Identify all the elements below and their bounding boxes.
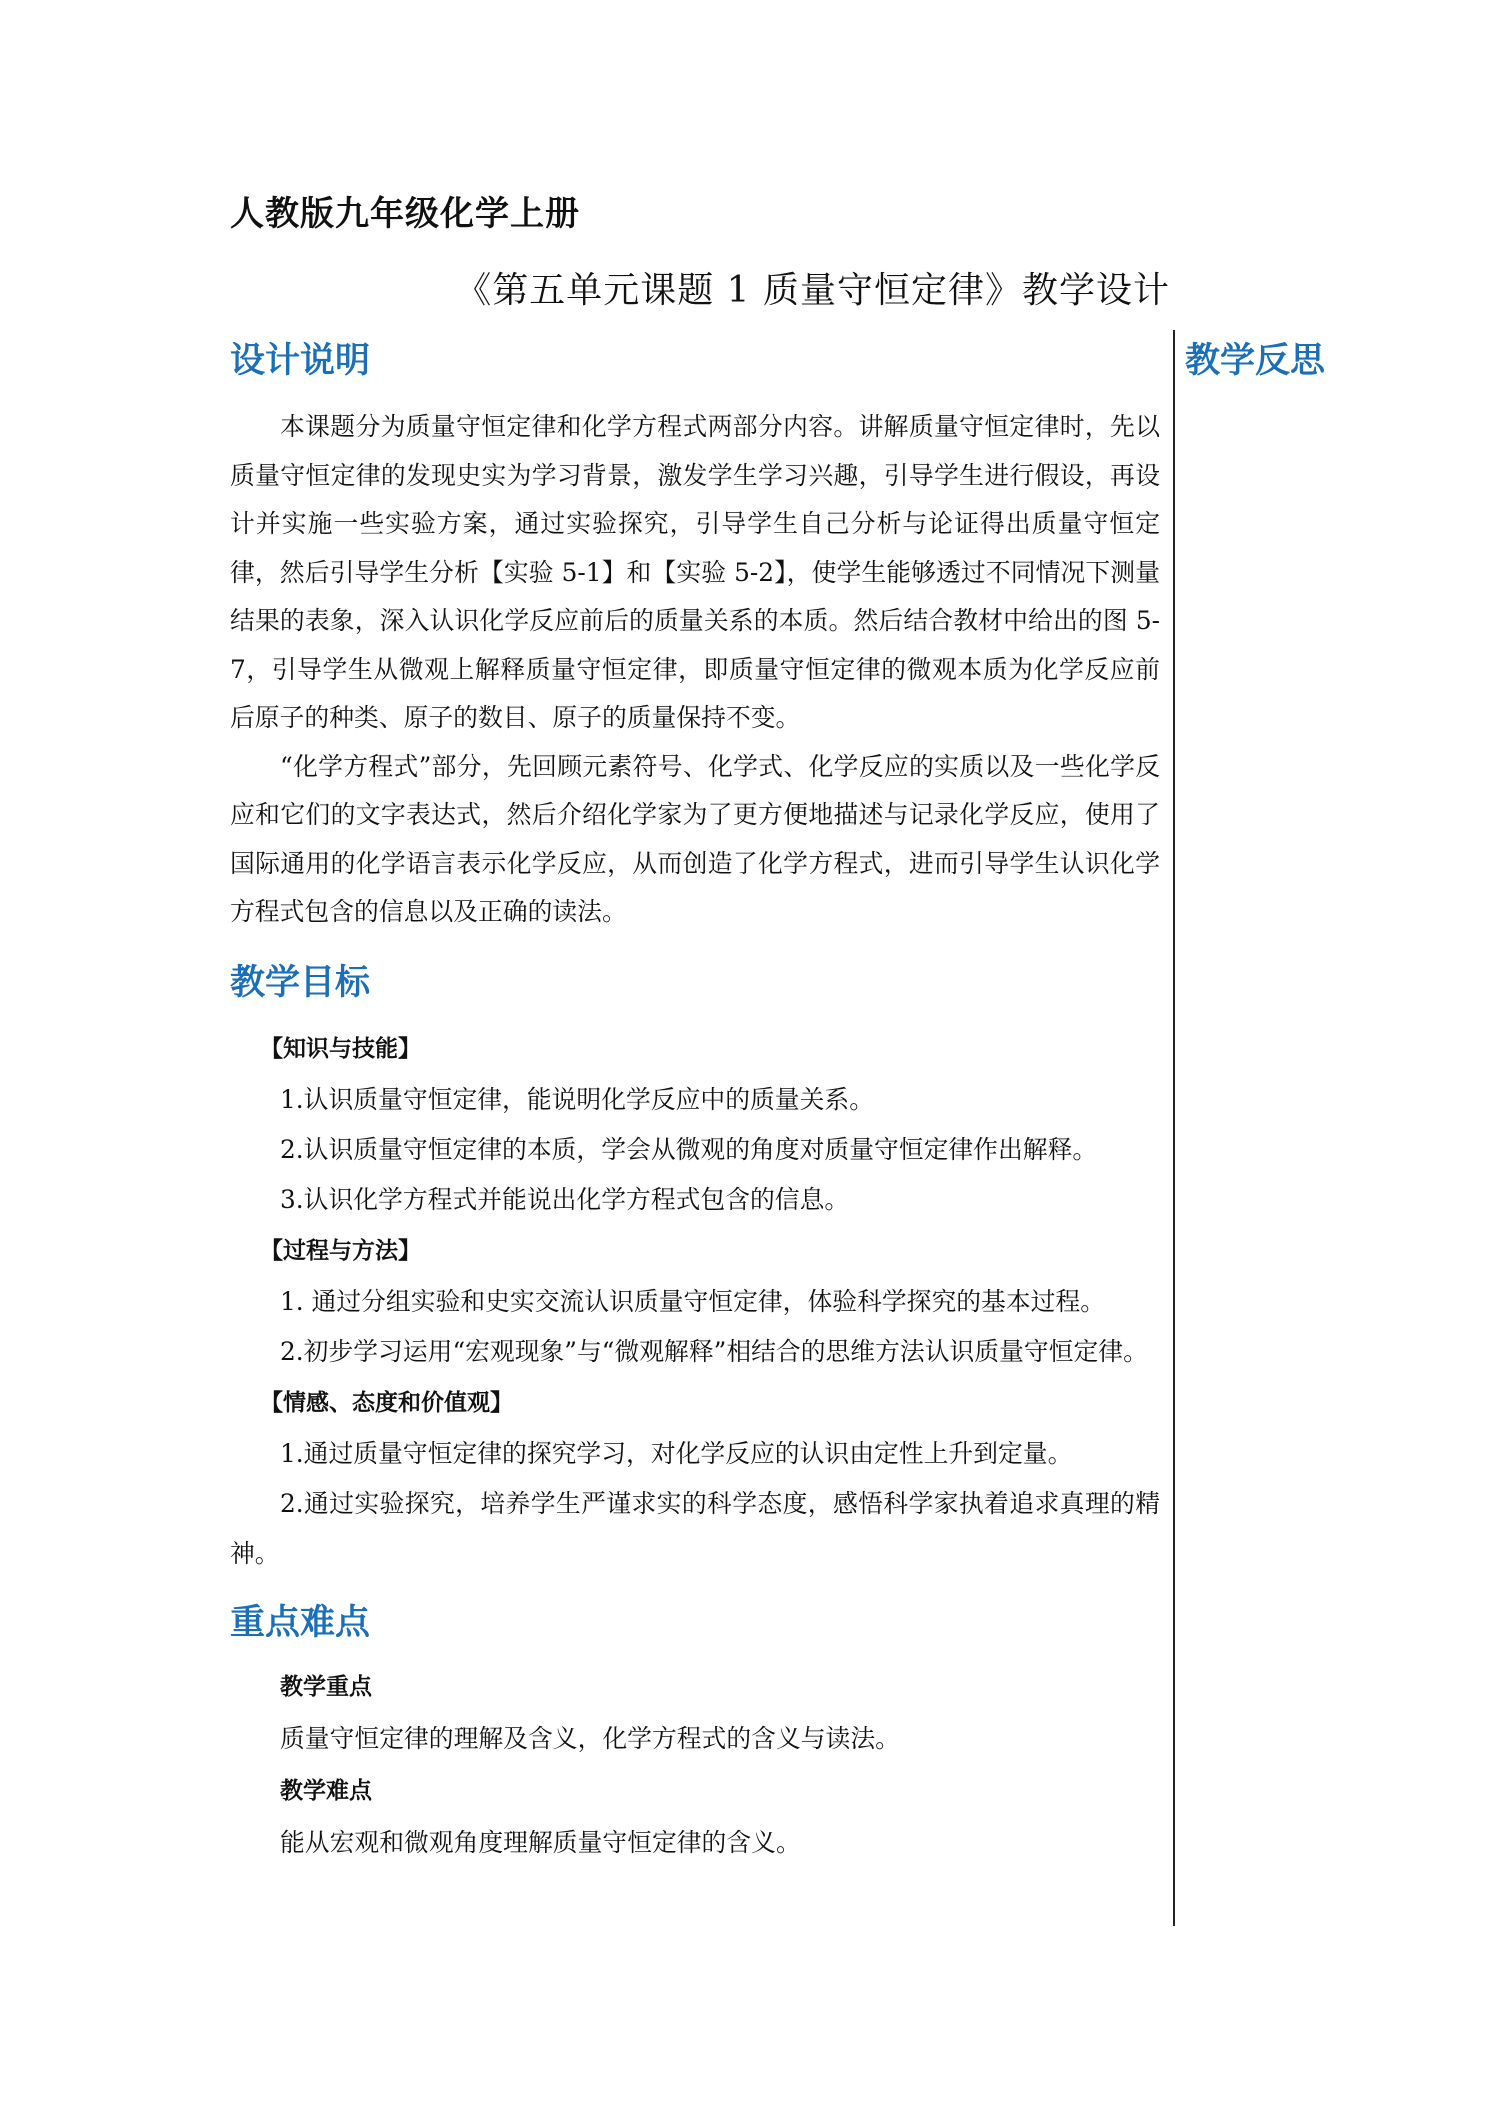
main-column [230,335,1160,1869]
knowledge-item: 3.认识化学方程式并能说出化学方程式包含的信息。 [280,1184,850,1214]
goals-section [230,957,1160,1579]
reflection-column [1185,335,1385,387]
key-points-heading: 重点难点 [230,1602,371,1643]
process-item: 1. 通过分组实验和史实交流认识质量守恒定律，体验科学探究的基本过程。 [280,1286,1106,1316]
column-divider [1173,330,1175,1926]
knowledge-subheading: 【知识与技能】 [260,1035,421,1062]
knowledge-item: 1.认识质量守恒定律，能说明化学反应中的质量关系。 [280,1084,874,1114]
process-subheading: 【过程与方法】 [260,1237,421,1264]
difficulty-subheading: 教学难点 [280,1777,372,1804]
focus-subheading: 教学重点 [280,1673,372,1700]
focus-text: 质量守恒定律的理解及含义，化学方程式的含义与读法。 [280,1723,900,1753]
design-paragraph-1: 本课题分为质量守恒定律和化学方程式两部分内容。讲解质量守恒定律时，先以质量守恒定律的发现史实为学习背景，激发学生学习兴趣，引导学生进行假设，再设计并实施一些实验方案，通过实验探究，引导学生自己分析与论证得出质量守恒定律，然后引导学生分析【实验 5-1】和【实验 5-2】，使学生能够透过不同情况下测量结果的表象，深入认识化学反应前后的质量关系的本质。然后结合教材中给出的图 5-7，引导学生从微观上解释质量守恒定律，即质量守恒定律的微观本质为化学反应前后原子的种类、原子的数目、原子的质量保持不变。 [230,412,1160,732]
key-points-section [230,1597,1160,1869]
design-section [230,335,1160,937]
difficulty-text: 能从宏观和微观角度理解质量守恒定律的含义。 [280,1827,801,1857]
emotion-item: 1.通过质量守恒定律的探究学习，对化学反应的认识由定性上升到定量。 [280,1438,1073,1468]
design-heading: 设计说明 [230,341,371,381]
knowledge-item: 2.认识质量守恒定律的本质，学会从微观的角度对质量守恒定律作出解释。 [280,1134,1098,1164]
emotion-subheading: 【情感、态度和价值观】 [260,1389,513,1416]
document-subtitle: 《第五单元课题 1 质量守恒定律》教学设计 [455,270,1170,311]
design-paragraph-2: “化学方程式”部分，先回顾元素符号、化学式、化学反应的实质以及一些化学反应和它们的文字表达式，然后介绍化学家为了更方便地描述与记录化学反应，使用了国际通用的化学语言表示化学反应，从而创造了化学方程式，进而引导学生认识化学方程式包含的信息以及正确的读法。 [230,751,1160,926]
document-title: 人教版九年级化学上册 [230,194,580,234]
reflection-heading: 教学反思 [1185,341,1326,381]
emotion-item: 2.通过实验探究，培养学生严谨求实的科学态度，感悟科学家执着追求真理的精神。 [230,1488,1160,1568]
process-item: 2.初步学习运用“宏观现象”与“微观解释”相结合的思维方法认识质量守恒定律。 [280,1336,1148,1366]
goals-heading: 教学目标 [230,962,371,1003]
